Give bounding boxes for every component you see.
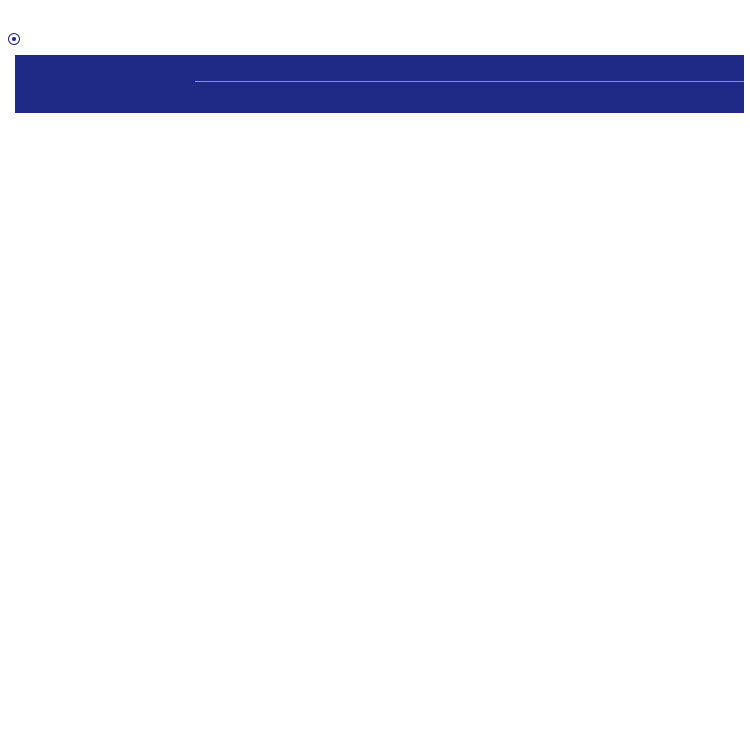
motor-model-label [22, 68, 102, 70]
page-title [8, 28, 31, 50]
target-icon [8, 33, 20, 45]
header-divider [195, 81, 744, 82]
spec-header [15, 55, 744, 113]
